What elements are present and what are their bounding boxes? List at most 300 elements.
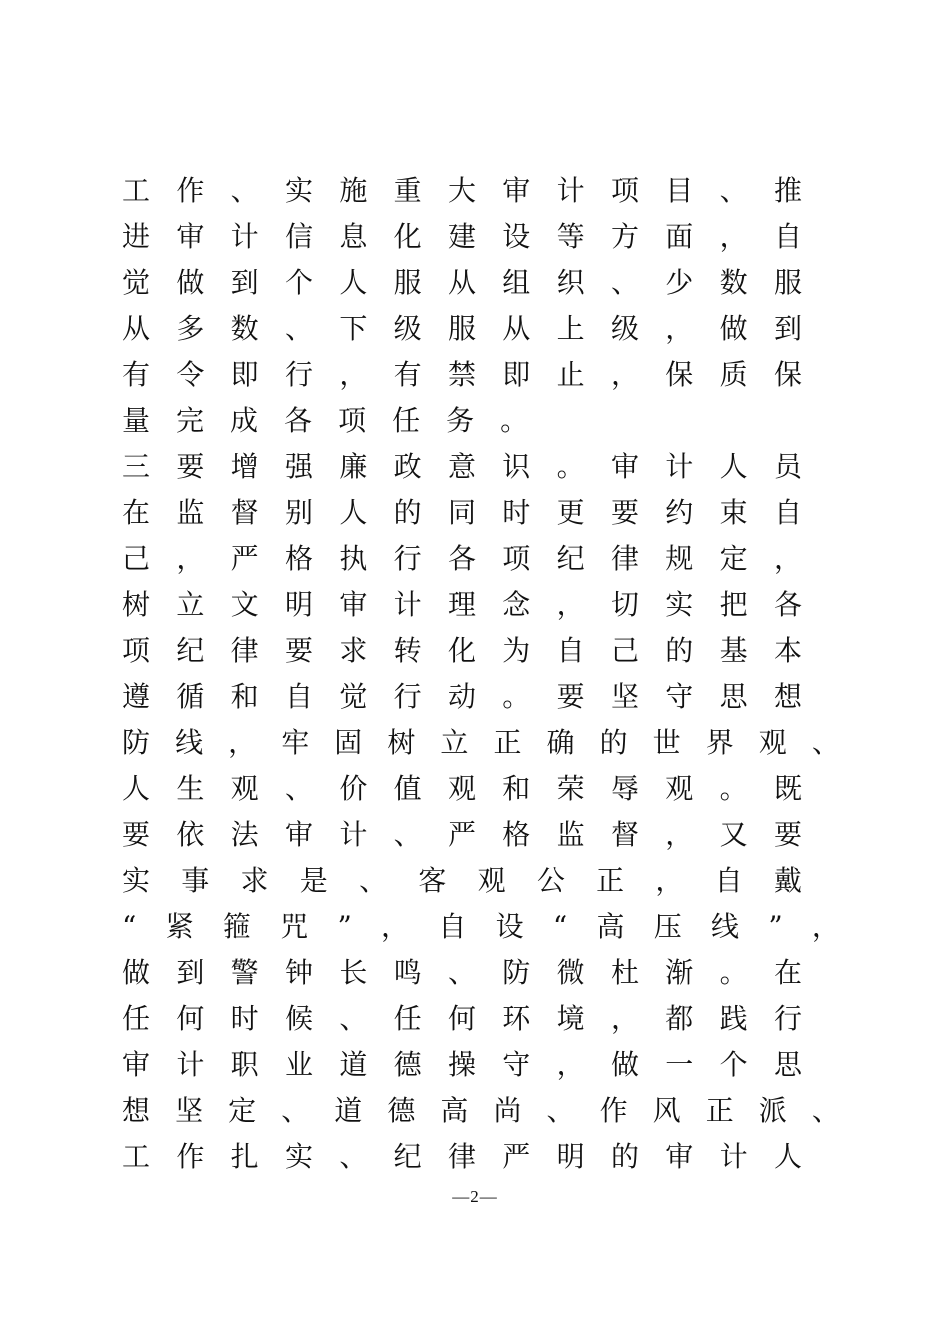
text-char: 线 [711, 910, 740, 943]
text-char: 严 [230, 542, 259, 575]
text-char: 境 [556, 1002, 585, 1035]
text-char: 人 [773, 1140, 802, 1173]
text-char: 践 [719, 1002, 748, 1035]
text-char: 依 [176, 818, 205, 851]
text-char: 自 [773, 220, 802, 253]
text-char: 人 [122, 772, 151, 805]
text-char: 目 [665, 174, 694, 207]
text-char: 监 [556, 818, 585, 851]
text-char: 到 [176, 956, 205, 989]
text-char: 戴 [773, 864, 802, 897]
text-char: 既 [773, 772, 802, 805]
text-char: 级 [610, 312, 639, 345]
text-char: 设 [495, 910, 524, 943]
text-line [122, 490, 802, 536]
text-char: 价 [339, 772, 368, 805]
text-char: 各 [773, 588, 802, 621]
text-char: 道 [339, 1048, 368, 1081]
text-char: ， [665, 312, 694, 345]
text-char: 思 [719, 680, 748, 713]
text-char: 。 [500, 404, 529, 437]
text-char: 要 [773, 818, 802, 851]
text-char: 渐 [665, 956, 694, 989]
text-char: ， [610, 358, 639, 391]
text-char: 自 [438, 910, 467, 943]
text-char: 钟 [284, 956, 313, 989]
text-char: 高 [440, 1094, 469, 1127]
text-char: 严 [502, 1140, 531, 1173]
text-char: 自 [773, 496, 802, 529]
text-char: 紧 [165, 910, 194, 943]
text-char: 德 [393, 1048, 422, 1081]
text-char: 觉 [339, 680, 368, 713]
text-char: 到 [230, 266, 259, 299]
text-char: 的 [610, 1140, 639, 1173]
text-char: 时 [230, 1002, 259, 1035]
text-char: 都 [665, 1002, 694, 1035]
text-line [122, 904, 840, 950]
text-char: 施 [339, 174, 368, 207]
text-char: 确 [546, 726, 575, 759]
text-char: 廉 [339, 450, 368, 483]
text-line [122, 950, 802, 996]
text-char: 理 [447, 588, 476, 621]
text-char: 、 [284, 312, 313, 345]
text-line [122, 260, 802, 306]
text-char: 想 [773, 680, 802, 713]
text-char: 风 [652, 1094, 681, 1127]
text-char: 求 [240, 864, 269, 897]
text-char: 即 [230, 358, 259, 391]
text-char: 监 [176, 496, 205, 529]
text-char: 基 [719, 634, 748, 667]
text-char: 计 [665, 450, 694, 483]
text-char: 任 [393, 1002, 422, 1035]
text-char: 尚 [493, 1094, 522, 1127]
text-char: 实 [665, 588, 694, 621]
text-char: 务 [446, 404, 475, 437]
text-char: 防 [122, 726, 151, 759]
text-line [122, 536, 802, 582]
text-char: 审 [665, 1140, 694, 1173]
text-char: 审 [610, 450, 639, 483]
text-char: 操 [447, 1048, 476, 1081]
text-char: 成 [230, 404, 259, 437]
text-char: 服 [393, 266, 422, 299]
text-char: 。 [719, 772, 748, 805]
text-char: 己 [610, 634, 639, 667]
text-char: ， [556, 1048, 585, 1081]
text-char: 严 [447, 818, 476, 851]
text-char: 审 [122, 1048, 151, 1081]
text-char: 做 [122, 956, 151, 989]
text-char: 完 [176, 404, 205, 437]
text-char: 咒 [280, 910, 309, 943]
text-char: 服 [773, 266, 802, 299]
text-char: 数 [230, 312, 259, 345]
text-char: 多 [176, 312, 205, 345]
text-char: 候 [284, 1002, 313, 1035]
text-char: 守 [502, 1048, 531, 1081]
text-char: ， [773, 542, 802, 575]
text-char: 想 [122, 1094, 151, 1127]
text-char: 明 [556, 1140, 585, 1173]
text-char: 己 [122, 542, 151, 575]
text-char: 各 [284, 404, 313, 437]
text-char: 。 [502, 680, 531, 713]
text-char: 箍 [222, 910, 251, 943]
text-char: 建 [447, 220, 476, 253]
text-char: 任 [122, 1002, 151, 1035]
text-char: 律 [230, 634, 259, 667]
text-char: 息 [339, 220, 368, 253]
text-line [122, 214, 802, 260]
text-char: 做 [176, 266, 205, 299]
text-char: 、 [393, 818, 422, 851]
text-char: 固 [334, 726, 363, 759]
text-char: ， [655, 864, 684, 897]
text-char: 审 [176, 220, 205, 253]
text-char: ， [556, 588, 585, 621]
text-char: ” [768, 910, 783, 943]
text-char: 世 [652, 726, 681, 759]
text-char: 立 [440, 726, 469, 759]
text-char: 把 [719, 588, 748, 621]
text-char: 事 [181, 864, 210, 897]
text-char: 鸣 [393, 956, 422, 989]
text-char: 执 [339, 542, 368, 575]
text-char: 在 [122, 496, 151, 529]
text-line [122, 628, 802, 674]
text-char: 从 [502, 312, 531, 345]
text-char: 一 [665, 1048, 694, 1081]
text-char: 本 [773, 634, 802, 667]
text-char: 行 [773, 1002, 802, 1035]
text-char: 实 [122, 864, 151, 897]
text-char: 何 [447, 1002, 476, 1035]
text-char: 道 [334, 1094, 363, 1127]
text-char: 、 [230, 174, 259, 207]
text-char: 做 [610, 1048, 639, 1081]
text-char: 约 [665, 496, 694, 529]
body-text [122, 168, 862, 1180]
text-char: 坚 [175, 1094, 204, 1127]
text-char: 的 [393, 496, 422, 529]
text-char: 意 [447, 450, 476, 483]
text-char: 识 [502, 450, 531, 483]
text-char: 守 [665, 680, 694, 713]
text-line [122, 168, 802, 214]
text-char: 定 [228, 1094, 257, 1127]
text-char: 观 [447, 772, 476, 805]
text-char: 纪 [393, 1140, 422, 1173]
text-char: 从 [122, 312, 151, 345]
text-char: 三 [122, 450, 151, 483]
text-char: 要 [610, 496, 639, 529]
text-char: 个 [719, 1048, 748, 1081]
text-char: 的 [599, 726, 628, 759]
text-char: 业 [284, 1048, 313, 1081]
text-char: “ [122, 910, 137, 943]
text-line [122, 582, 802, 628]
text-char: 环 [502, 1002, 531, 1035]
text-char: 项 [338, 404, 367, 437]
text-char: 辱 [610, 772, 639, 805]
text-char: ， [381, 910, 410, 943]
text-char: 压 [653, 910, 682, 943]
text-char: 审 [284, 818, 313, 851]
text-char: 工 [122, 174, 151, 207]
text-char: 树 [122, 588, 151, 621]
text-char: 循 [176, 680, 205, 713]
text-char: 等 [556, 220, 585, 253]
text-char: 、 [284, 772, 313, 805]
text-char: 动 [447, 680, 476, 713]
text-char: 格 [502, 818, 531, 851]
text-char: 职 [230, 1048, 259, 1081]
text-char: 客 [418, 864, 447, 897]
text-char: 觉 [122, 266, 151, 299]
text-char: 督 [610, 818, 639, 851]
text-char: 数 [719, 266, 748, 299]
text-char: 有 [393, 358, 422, 391]
text-char: 项 [122, 634, 151, 667]
text-char: 组 [502, 266, 531, 299]
text-char: 行 [284, 358, 313, 391]
text-char: ， [228, 726, 257, 759]
text-char: 观 [477, 864, 506, 897]
text-char: 观 [665, 772, 694, 805]
text-char: 律 [447, 1140, 476, 1173]
text-char: 行 [393, 680, 422, 713]
text-char: 更 [556, 496, 585, 529]
text-char: 正 [493, 726, 522, 759]
text-char: 别 [284, 496, 313, 529]
text-char: 、 [359, 864, 388, 897]
text-char: 任 [392, 404, 421, 437]
text-line [122, 996, 802, 1042]
text-char: 、 [811, 726, 840, 759]
text-char: 有 [122, 358, 151, 391]
text-char: 长 [339, 956, 368, 989]
text-char: 荣 [556, 772, 585, 805]
text-char: 界 [705, 726, 734, 759]
text-char: 项 [502, 542, 531, 575]
text-char: 作 [599, 1094, 628, 1127]
text-char: 要 [284, 634, 313, 667]
text-char: 法 [230, 818, 259, 851]
text-char: 防 [502, 956, 531, 989]
text-char: 织 [556, 266, 585, 299]
text-char: 警 [230, 956, 259, 989]
text-char: 念 [502, 588, 531, 621]
text-char: 派 [758, 1094, 787, 1127]
text-char: 和 [502, 772, 531, 805]
text-char: 到 [773, 312, 802, 345]
text-char: 树 [387, 726, 416, 759]
text-line [122, 398, 802, 444]
text-char: 明 [284, 588, 313, 621]
text-char: 令 [176, 358, 205, 391]
text-char: 计 [230, 220, 259, 253]
text-char: 各 [447, 542, 476, 575]
text-char: 、 [339, 1002, 368, 1035]
text-char: 自 [556, 634, 585, 667]
text-char: 员 [773, 450, 802, 483]
text-char: 观 [230, 772, 259, 805]
text-line [122, 858, 802, 904]
text-char: 切 [610, 588, 639, 621]
text-line [122, 1042, 802, 1088]
text-char: 强 [284, 450, 313, 483]
text-char: 。 [556, 450, 585, 483]
text-char: 从 [447, 266, 476, 299]
text-char: 要 [122, 818, 151, 851]
text-line [122, 1134, 802, 1180]
text-char: 律 [610, 542, 639, 575]
text-char: 、 [811, 1094, 840, 1127]
text-char: 的 [665, 634, 694, 667]
text-char: 为 [502, 634, 531, 667]
text-char: 质 [719, 358, 748, 391]
text-char: ， [719, 220, 748, 253]
text-char: 保 [773, 358, 802, 391]
text-line [122, 306, 802, 352]
text-char: 上 [556, 312, 585, 345]
text-char: 杜 [610, 956, 639, 989]
text-char: 行 [393, 542, 422, 575]
text-char: 少 [665, 266, 694, 299]
text-char: 同 [447, 496, 476, 529]
text-char: 要 [556, 680, 585, 713]
text-char: 牢 [281, 726, 310, 759]
text-char: 、 [281, 1094, 310, 1127]
text-char: 大 [447, 174, 476, 207]
text-char: 要 [176, 450, 205, 483]
text-char: 格 [284, 542, 313, 575]
text-char: “ [552, 910, 568, 943]
text-char: 量 [122, 404, 151, 437]
text-line [122, 352, 802, 398]
text-char: 保 [665, 358, 694, 391]
text-char: 文 [230, 588, 259, 621]
text-line [122, 674, 802, 720]
text-char: 作 [176, 174, 205, 207]
text-char: 正 [596, 864, 625, 897]
text-char: 审 [502, 174, 531, 207]
text-char: 、 [610, 266, 639, 299]
text-char: 化 [393, 220, 422, 253]
text-char: ， [610, 1002, 639, 1035]
text-char: 督 [230, 496, 259, 529]
text-char: 、 [447, 956, 476, 989]
text-char: ， [176, 542, 205, 575]
text-char: 。 [719, 956, 748, 989]
text-char: 政 [393, 450, 422, 483]
text-char: 人 [719, 450, 748, 483]
text-char: 值 [393, 772, 422, 805]
text-char: 在 [773, 956, 802, 989]
text-char: 求 [339, 634, 368, 667]
text-char: 实 [284, 1140, 313, 1173]
text-char: 高 [596, 910, 625, 943]
text-char: 、 [339, 1140, 368, 1173]
text-char: 实 [284, 174, 313, 207]
text-char: 进 [122, 220, 151, 253]
text-char: 线 [175, 726, 204, 759]
text-char: 公 [536, 864, 565, 897]
text-char: 自 [714, 864, 743, 897]
text-line [122, 766, 802, 812]
text-char: 规 [665, 542, 694, 575]
text-char: 级 [393, 312, 422, 345]
page-number: —2— [452, 1187, 498, 1206]
text-char: 纪 [176, 634, 205, 667]
text-char: 止 [556, 358, 585, 391]
text-char: 立 [176, 588, 205, 621]
text-char: 计 [339, 818, 368, 851]
text-char: 即 [502, 358, 531, 391]
text-char: 和 [230, 680, 259, 713]
text-char: 项 [610, 174, 639, 207]
text-char: 转 [393, 634, 422, 667]
text-char: 、 [719, 174, 748, 207]
text-char: 扎 [230, 1140, 259, 1173]
text-char: 化 [447, 634, 476, 667]
text-char: 微 [556, 956, 585, 989]
text-char: 禁 [447, 358, 476, 391]
text-char: 是 [299, 864, 328, 897]
text-char: 服 [447, 312, 476, 345]
text-char: 生 [176, 772, 205, 805]
text-char: 计 [176, 1048, 205, 1081]
text-char: ， [665, 818, 694, 851]
text-char: 、 [546, 1094, 575, 1127]
text-char: 时 [502, 496, 531, 529]
text-char: 遵 [122, 680, 151, 713]
text-char: 定 [719, 542, 748, 575]
text-char: 思 [773, 1048, 802, 1081]
text-char: 人 [339, 266, 368, 299]
text-char: 人 [339, 496, 368, 529]
text-char: 作 [176, 1140, 205, 1173]
text-char: 又 [719, 818, 748, 851]
text-char: 重 [393, 174, 422, 207]
text-char: 观 [758, 726, 787, 759]
text-char: 方 [610, 220, 639, 253]
text-char: 推 [773, 174, 802, 207]
text-char: 何 [176, 1002, 205, 1035]
text-char: 束 [719, 496, 748, 529]
text-char: 正 [705, 1094, 734, 1127]
text-line [122, 812, 802, 858]
text-char: 计 [393, 588, 422, 621]
text-char: 工 [122, 1140, 151, 1173]
text-line [122, 1088, 840, 1134]
text-line [122, 720, 840, 766]
text-char: 设 [502, 220, 531, 253]
text-char: 计 [719, 1140, 748, 1173]
text-char: 面 [665, 220, 694, 253]
text-char: ， [811, 910, 840, 943]
text-char: ， [339, 358, 368, 391]
text-char: ” [337, 910, 352, 943]
text-char: 计 [556, 174, 585, 207]
text-char: 下 [339, 312, 368, 345]
text-char: 做 [719, 312, 748, 345]
text-char: 信 [284, 220, 313, 253]
text-line [122, 444, 802, 490]
